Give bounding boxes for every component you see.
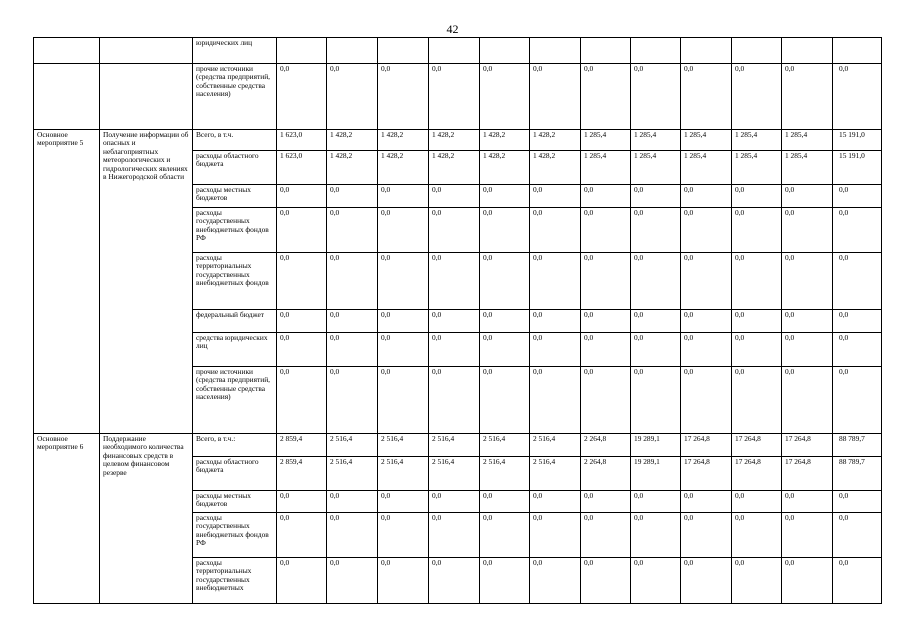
value-cell: 2 264,8 <box>581 434 631 457</box>
value-cell: 0,0 <box>327 208 378 253</box>
value-cell: 0,0 <box>681 208 732 253</box>
source-cell: прочие источники (средства предприятий, собственные средства населения) <box>193 64 277 130</box>
value-cell: 1 428,2 <box>429 151 480 185</box>
value-cell: 0,0 <box>782 64 833 130</box>
total-value-cell: 15 191,0 <box>833 151 882 185</box>
value-cell: 0,0 <box>530 208 581 253</box>
value-cell: 0,0 <box>530 367 581 434</box>
value-cell: 0,0 <box>277 367 327 434</box>
value-cell: 0,0 <box>631 367 681 434</box>
value-cell: 0,0 <box>732 367 782 434</box>
value-cell: 2 516,4 <box>378 457 429 491</box>
value-cell: 0,0 <box>277 513 327 558</box>
value-cell: 0,0 <box>581 185 631 208</box>
source-cell: расходы территориальных государственных внебюджетных фондов <box>193 253 277 310</box>
value-cell <box>530 38 581 64</box>
source-cell: Всего, в т.ч. <box>193 130 277 151</box>
total-value-cell <box>833 38 882 64</box>
value-cell: 0,0 <box>631 64 681 130</box>
source-cell: расходы областного бюджета <box>193 151 277 185</box>
table-row <box>34 434 882 457</box>
budget-table <box>33 37 882 604</box>
value-cell: 2 264,8 <box>581 457 631 491</box>
value-cell: 0,0 <box>277 253 327 310</box>
value-cell: 0,0 <box>732 185 782 208</box>
value-cell: 0,0 <box>782 208 833 253</box>
value-cell: 17 264,8 <box>732 434 782 457</box>
value-cell <box>681 38 732 64</box>
value-cell: 2 516,4 <box>327 457 378 491</box>
total-value-cell: 88 789,7 <box>833 434 882 457</box>
value-cell <box>429 38 480 64</box>
value-cell: 0,0 <box>378 367 429 434</box>
value-cell: 0,0 <box>530 185 581 208</box>
value-cell: 0,0 <box>631 513 681 558</box>
value-cell: 0,0 <box>378 253 429 310</box>
total-value-cell: 88 789,7 <box>833 457 882 491</box>
value-cell: 1 285,4 <box>631 130 681 151</box>
value-cell: 0,0 <box>327 253 378 310</box>
value-cell: 0,0 <box>782 253 833 310</box>
value-cell: 0,0 <box>581 64 631 130</box>
value-cell: 0,0 <box>480 185 530 208</box>
value-cell <box>631 38 681 64</box>
value-cell: 0,0 <box>327 367 378 434</box>
value-cell: 0,0 <box>631 208 681 253</box>
value-cell: 0,0 <box>277 491 327 513</box>
value-cell: 0,0 <box>530 558 581 604</box>
value-cell: 1 623,0 <box>277 130 327 151</box>
value-cell: 0,0 <box>327 558 378 604</box>
value-cell: 1 285,4 <box>581 130 631 151</box>
value-cell: 1 285,4 <box>681 151 732 185</box>
total-value-cell: 0,0 <box>833 310 882 333</box>
value-cell: 0,0 <box>327 513 378 558</box>
value-cell: 0,0 <box>429 208 480 253</box>
total-value-cell: 0,0 <box>833 367 882 434</box>
value-cell: 0,0 <box>782 367 833 434</box>
value-cell: 0,0 <box>530 253 581 310</box>
value-cell: 2 859,4 <box>277 434 327 457</box>
value-cell: 0,0 <box>429 185 480 208</box>
value-cell: 0,0 <box>732 64 782 130</box>
source-cell: расходы государственных внебюджетных фондов РФ <box>193 208 277 253</box>
value-cell: 1 428,2 <box>480 151 530 185</box>
value-cell: 0,0 <box>631 185 681 208</box>
event-description: Поддержание необходимого количества финансовых средств в целевом финансовом резерве <box>100 434 193 604</box>
value-cell: 2 516,4 <box>378 434 429 457</box>
value-cell: 0,0 <box>732 253 782 310</box>
value-cell: 0,0 <box>277 185 327 208</box>
value-cell: 0,0 <box>277 64 327 130</box>
value-cell: 2 516,4 <box>530 457 581 491</box>
value-cell: 0,0 <box>631 558 681 604</box>
value-cell: 1 428,2 <box>327 130 378 151</box>
total-value-cell: 0,0 <box>833 333 882 367</box>
value-cell: 1 285,4 <box>732 130 782 151</box>
description-cell <box>100 64 193 130</box>
value-cell: 0,0 <box>327 310 378 333</box>
value-cell: 2 516,4 <box>530 434 581 457</box>
value-cell: 0,0 <box>480 253 530 310</box>
table-row <box>34 130 882 151</box>
value-cell: 0,0 <box>631 333 681 367</box>
source-cell: расходы областного бюджета <box>193 457 277 491</box>
value-cell: 2 516,4 <box>480 434 530 457</box>
value-cell: 0,0 <box>378 491 429 513</box>
value-cell <box>327 38 378 64</box>
value-cell <box>277 38 327 64</box>
value-cell: 0,0 <box>681 310 732 333</box>
value-cell: 0,0 <box>277 333 327 367</box>
value-cell: 0,0 <box>581 208 631 253</box>
value-cell: 17 264,8 <box>782 434 833 457</box>
total-value-cell: 15 191,0 <box>833 130 882 151</box>
value-cell: 0,0 <box>681 253 732 310</box>
source-cell: расходы местных бюджетов <box>193 185 277 208</box>
value-cell: 0,0 <box>378 513 429 558</box>
value-cell: 0,0 <box>631 253 681 310</box>
value-cell: 0,0 <box>429 310 480 333</box>
value-cell: 0,0 <box>782 310 833 333</box>
value-cell: 0,0 <box>581 310 631 333</box>
value-cell: 2 516,4 <box>429 434 480 457</box>
value-cell: 0,0 <box>480 367 530 434</box>
value-cell <box>782 38 833 64</box>
value-cell: 0,0 <box>378 64 429 130</box>
value-cell: 1 623,0 <box>277 151 327 185</box>
value-cell: 0,0 <box>782 333 833 367</box>
value-cell: 19 289,1 <box>631 457 681 491</box>
value-cell: 0,0 <box>378 208 429 253</box>
value-cell: 0,0 <box>480 310 530 333</box>
event-title: Основное мероприятие 5 <box>34 130 100 434</box>
value-cell: 1 285,4 <box>681 130 732 151</box>
budget-table-body <box>34 38 882 604</box>
value-cell: 0,0 <box>681 185 732 208</box>
description-cell <box>100 38 193 64</box>
value-cell: 0,0 <box>378 185 429 208</box>
table-row <box>34 64 882 130</box>
value-cell: 0,0 <box>681 64 732 130</box>
event-title: Основное мероприятие 6 <box>34 434 100 604</box>
value-cell: 17 264,8 <box>681 457 732 491</box>
value-cell <box>732 38 782 64</box>
value-cell: 17 264,8 <box>782 457 833 491</box>
value-cell: 0,0 <box>581 491 631 513</box>
value-cell: 0,0 <box>581 333 631 367</box>
value-cell: 0,0 <box>480 491 530 513</box>
value-cell: 0,0 <box>429 64 480 130</box>
value-cell: 0,0 <box>732 491 782 513</box>
value-cell: 1 285,4 <box>782 151 833 185</box>
total-value-cell: 0,0 <box>833 558 882 604</box>
source-cell: федеральный бюджет <box>193 310 277 333</box>
value-cell: 0,0 <box>681 513 732 558</box>
value-cell: 2 516,4 <box>480 457 530 491</box>
total-value-cell: 0,0 <box>833 253 882 310</box>
source-cell: расходы государственных внебюджетных фондов РФ <box>193 513 277 558</box>
value-cell: 17 264,8 <box>732 457 782 491</box>
value-cell: 0,0 <box>782 558 833 604</box>
value-cell: 0,0 <box>732 208 782 253</box>
total-value-cell: 0,0 <box>833 208 882 253</box>
value-cell: 0,0 <box>782 185 833 208</box>
value-cell: 0,0 <box>429 491 480 513</box>
value-cell: 1 428,2 <box>480 130 530 151</box>
value-cell: 1 285,4 <box>732 151 782 185</box>
value-cell: 1 285,4 <box>782 130 833 151</box>
value-cell: 0,0 <box>530 491 581 513</box>
value-cell: 0,0 <box>378 333 429 367</box>
value-cell: 0,0 <box>530 513 581 558</box>
value-cell: 0,0 <box>429 367 480 434</box>
value-cell: 0,0 <box>681 333 732 367</box>
table-row <box>34 38 882 64</box>
source-cell: Всего, в т.ч.: <box>193 434 277 457</box>
value-cell: 1 428,2 <box>378 151 429 185</box>
source-cell: расходы территориальных государственных внебюджетных <box>193 558 277 604</box>
value-cell: 0,0 <box>732 513 782 558</box>
value-cell: 0,0 <box>581 558 631 604</box>
value-cell: 0,0 <box>480 513 530 558</box>
value-cell: 2 516,4 <box>327 434 378 457</box>
value-cell <box>581 38 631 64</box>
event-cell <box>34 38 100 64</box>
value-cell: 0,0 <box>327 333 378 367</box>
value-cell: 0,0 <box>530 64 581 130</box>
value-cell: 0,0 <box>480 558 530 604</box>
value-cell: 1 428,2 <box>378 130 429 151</box>
value-cell: 1 285,4 <box>581 151 631 185</box>
value-cell: 0,0 <box>378 310 429 333</box>
value-cell: 0,0 <box>327 491 378 513</box>
value-cell: 0,0 <box>530 310 581 333</box>
page-number: 42 <box>446 22 459 36</box>
value-cell: 0,0 <box>429 558 480 604</box>
value-cell: 0,0 <box>327 64 378 130</box>
value-cell: 0,0 <box>480 64 530 130</box>
value-cell: 0,0 <box>480 208 530 253</box>
value-cell: 1 428,2 <box>429 130 480 151</box>
total-value-cell: 0,0 <box>833 64 882 130</box>
value-cell: 1 428,2 <box>530 130 581 151</box>
value-cell: 0,0 <box>732 558 782 604</box>
value-cell <box>480 38 530 64</box>
event-description: Получение информации об опасных и неблагоприятных метеорологических и гидрологических явлениях в Нижегородской области <box>100 130 193 434</box>
value-cell: 0,0 <box>681 558 732 604</box>
total-value-cell: 0,0 <box>833 513 882 558</box>
value-cell: 0,0 <box>327 185 378 208</box>
value-cell: 1 285,4 <box>631 151 681 185</box>
source-cell: расходы местных бюджетов <box>193 491 277 513</box>
value-cell: 0,0 <box>429 253 480 310</box>
total-value-cell: 0,0 <box>833 185 882 208</box>
value-cell: 0,0 <box>732 310 782 333</box>
value-cell: 0,0 <box>429 513 480 558</box>
total-value-cell: 0,0 <box>833 491 882 513</box>
value-cell: 0,0 <box>631 310 681 333</box>
source-cell: юридических лиц <box>193 38 277 64</box>
value-cell: 17 264,8 <box>681 434 732 457</box>
value-cell: 19 289,1 <box>631 434 681 457</box>
value-cell: 0,0 <box>277 558 327 604</box>
value-cell: 2 516,4 <box>429 457 480 491</box>
value-cell: 0,0 <box>581 253 631 310</box>
value-cell: 0,0 <box>681 367 732 434</box>
value-cell: 1 428,2 <box>530 151 581 185</box>
value-cell: 0,0 <box>277 310 327 333</box>
value-cell: 0,0 <box>277 208 327 253</box>
value-cell: 1 428,2 <box>327 151 378 185</box>
event-cell <box>34 64 100 130</box>
value-cell: 0,0 <box>378 558 429 604</box>
source-cell: прочие источники (средства предприятий, собственные средства населения) <box>193 367 277 434</box>
value-cell <box>378 38 429 64</box>
value-cell: 0,0 <box>581 367 631 434</box>
value-cell: 0,0 <box>429 333 480 367</box>
value-cell: 0,0 <box>631 491 681 513</box>
value-cell: 2 859,4 <box>277 457 327 491</box>
value-cell: 0,0 <box>530 333 581 367</box>
value-cell: 0,0 <box>782 491 833 513</box>
source-cell: средства юридических лиц <box>193 333 277 367</box>
value-cell: 0,0 <box>782 513 833 558</box>
value-cell: 0,0 <box>480 333 530 367</box>
value-cell: 0,0 <box>581 513 631 558</box>
value-cell: 0,0 <box>681 491 732 513</box>
value-cell: 0,0 <box>732 333 782 367</box>
